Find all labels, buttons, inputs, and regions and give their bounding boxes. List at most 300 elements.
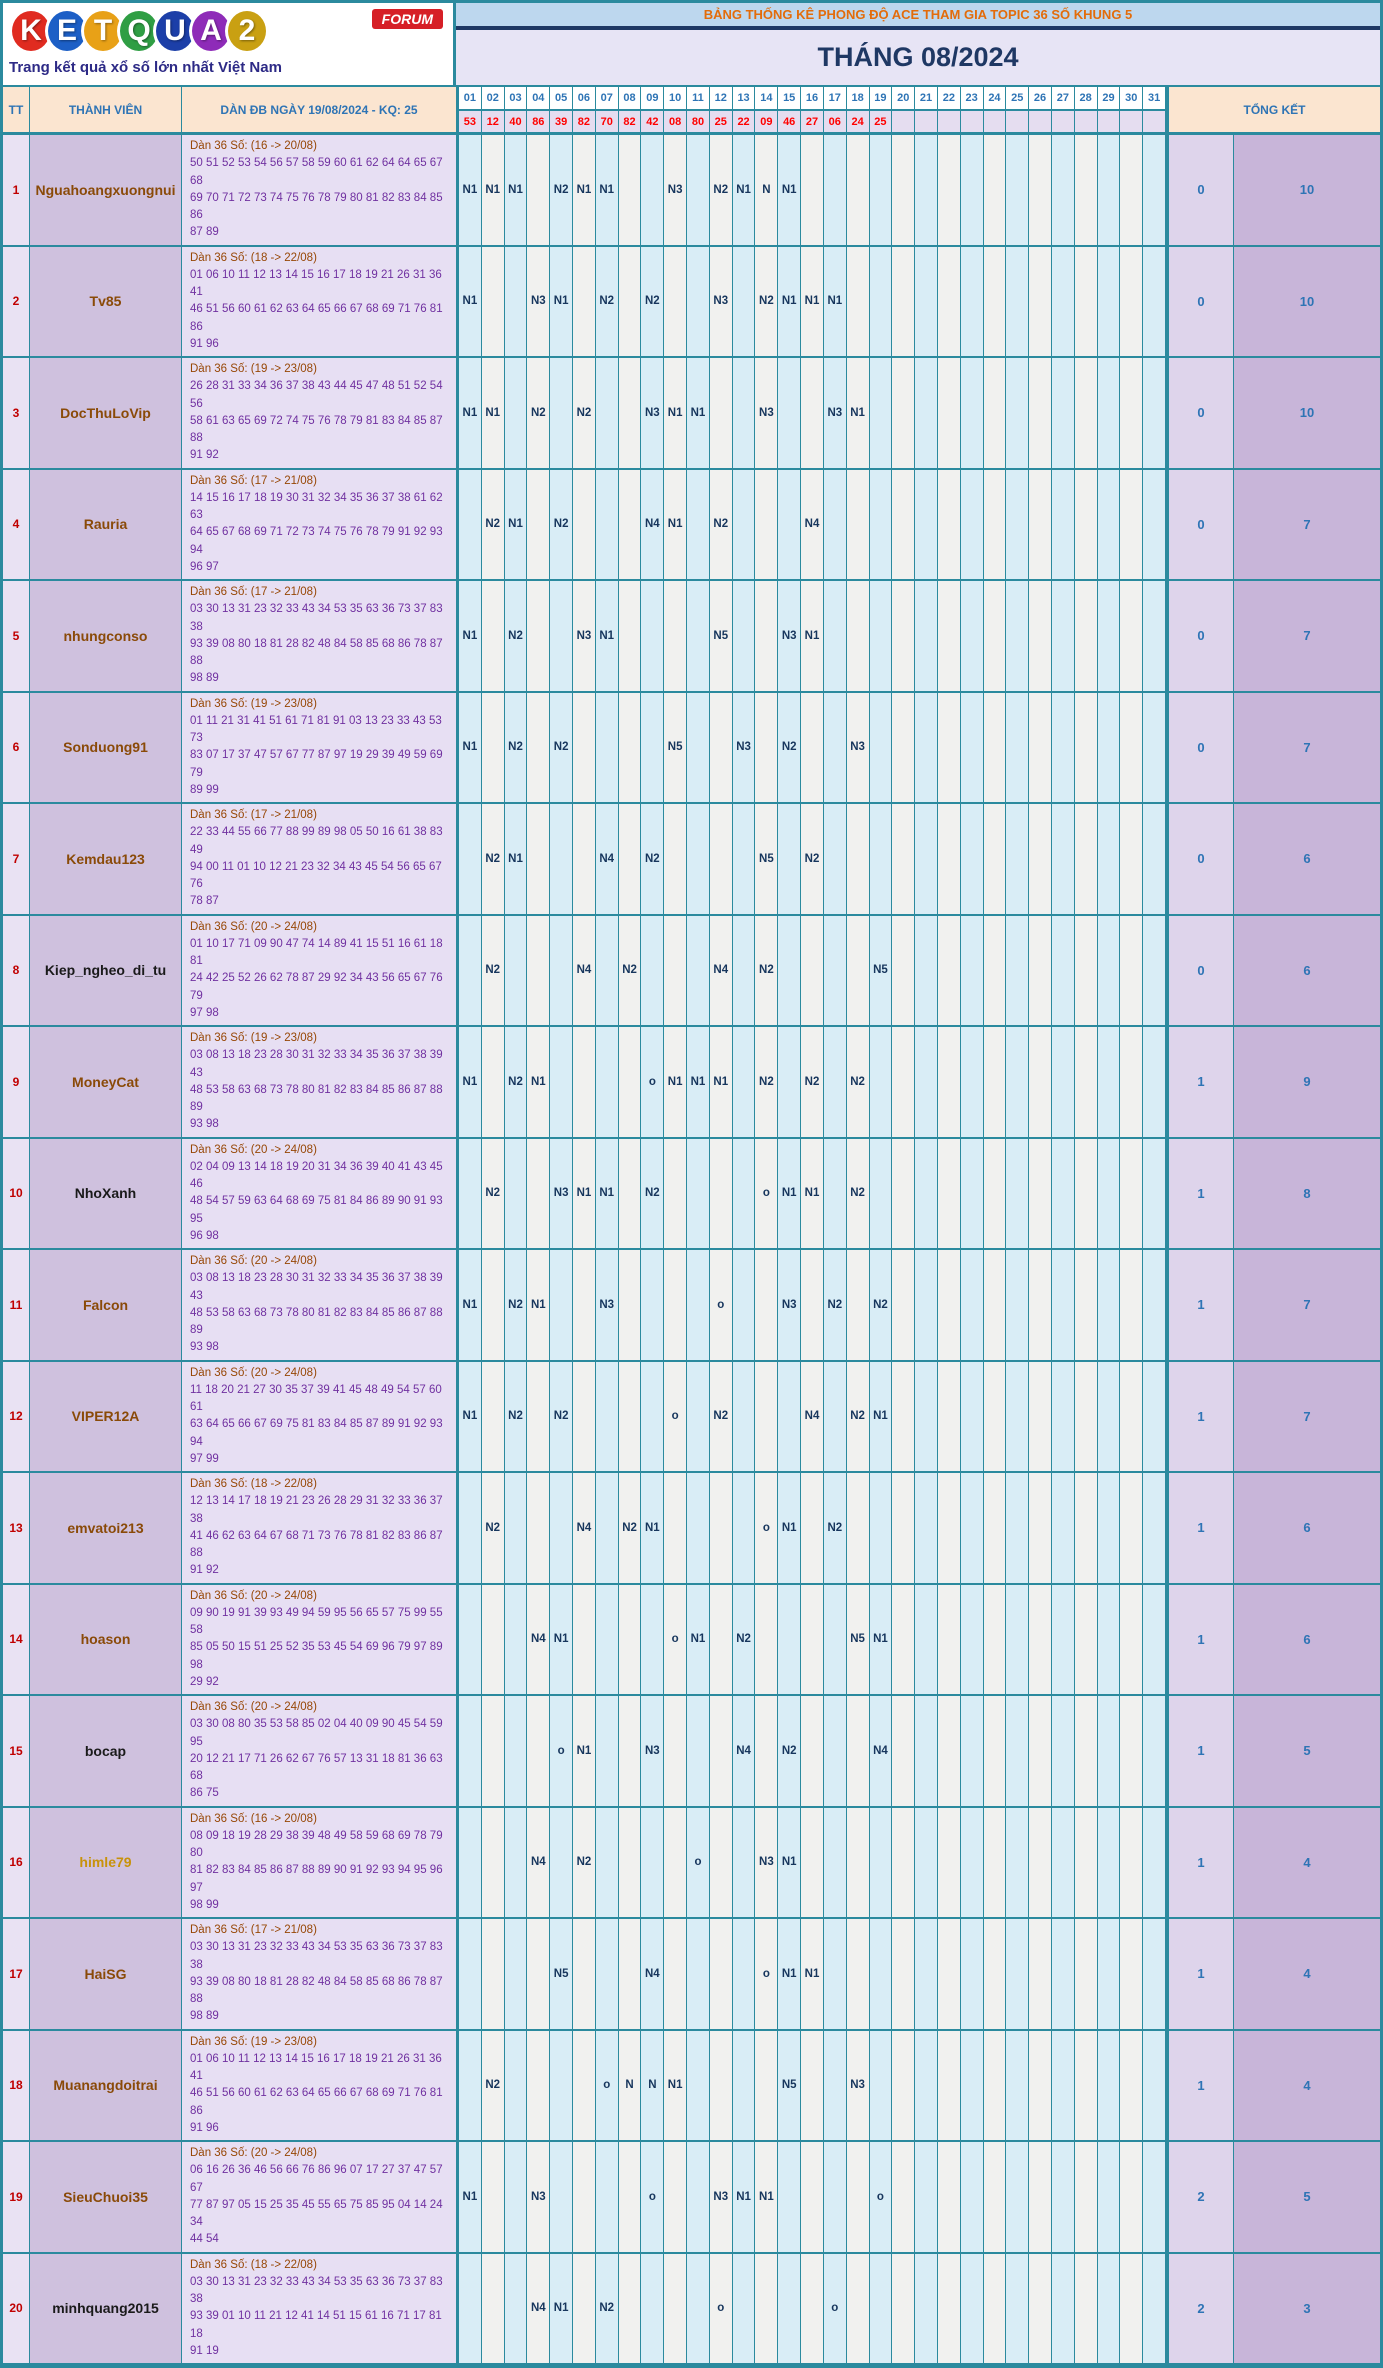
day-mark-cell xyxy=(778,916,801,1026)
day-mark-cell xyxy=(664,916,687,1026)
day-header: 08 xyxy=(619,87,642,111)
day-mark-cell xyxy=(1120,2142,1143,2252)
dan-label: Dàn 36 Số: (17 -> 21/08) xyxy=(190,809,317,821)
member-name: MoneyCat xyxy=(30,1027,182,1137)
day-mark-cell xyxy=(1029,1919,1052,2029)
day-mark-cell xyxy=(550,2031,573,2141)
day-mark-cell xyxy=(961,2254,984,2364)
day-mark-cell xyxy=(1006,804,1029,914)
day-mark-cell xyxy=(915,358,938,468)
total-n-cell: 7 xyxy=(1234,1362,1380,1472)
day-mark-cell xyxy=(710,1585,733,1695)
member-name: Nguahoangxuongnui xyxy=(30,135,182,245)
day-mark-cell: N4 xyxy=(573,916,596,1026)
dan-label: Dàn 36 Số: (19 -> 23/08) xyxy=(190,697,317,710)
total-n-cell: 5 xyxy=(1234,1696,1380,1806)
day-mark-cell xyxy=(801,2142,824,2252)
day-mark-cell: N1 xyxy=(527,1250,550,1360)
day-mark-cell xyxy=(641,693,664,803)
day-mark-cell: N2 xyxy=(596,247,619,357)
day-mark-cell xyxy=(984,1027,1007,1137)
table-row xyxy=(3,470,1380,582)
total-o-cell: 1 xyxy=(1166,1696,1234,1806)
day-mark-cell: N4 xyxy=(573,1473,596,1583)
day-mark-cell: N1 xyxy=(778,1808,801,1918)
total-o-cell: 1 xyxy=(1166,1250,1234,1360)
day-mark-cell xyxy=(1052,2254,1075,2364)
day-mark-cell xyxy=(619,693,642,803)
day-mark-cell xyxy=(573,247,596,357)
day-mark-cell: N1 xyxy=(596,135,619,245)
total-o-cell: 1 xyxy=(1166,1808,1234,1918)
logo-letter: 2 xyxy=(225,8,269,54)
day-mark-cell xyxy=(961,1585,984,1695)
day-mark-cell xyxy=(733,358,756,468)
day-header: 18 xyxy=(847,87,870,111)
day-mark-cell xyxy=(915,693,938,803)
member-name: DocThuLoVip xyxy=(30,358,182,468)
day-mark-cell: N4 xyxy=(641,1919,664,2029)
dan-numbers-line: 06 16 26 36 46 56 66 76 86 96 07 17 27 37 47 57 67 xyxy=(190,2164,443,2194)
day-mark-cell xyxy=(1006,1473,1029,1583)
day-mark-cell xyxy=(1143,1585,1166,1695)
day-mark-cell xyxy=(824,804,847,914)
dan-numbers-line: 98 89 xyxy=(190,2010,219,2023)
day-mark-cell xyxy=(1052,358,1075,468)
day-mark-cell xyxy=(1098,358,1121,468)
member-name: VIPER12A xyxy=(30,1362,182,1472)
day-mark-cell xyxy=(687,2031,710,2141)
day-mark-cell xyxy=(938,581,961,691)
table-row xyxy=(3,1250,1380,1362)
day-mark-cell: N2 xyxy=(801,1027,824,1137)
day-mark-cell xyxy=(870,1919,893,2029)
day-mark-cell xyxy=(687,1250,710,1360)
kq-result-cell: 25 xyxy=(870,111,893,132)
day-mark-cell xyxy=(596,2142,619,2252)
day-mark-cell xyxy=(619,358,642,468)
day-mark-cell: N1 xyxy=(459,2142,482,2252)
dan-numbers-line: 29 92 xyxy=(190,1675,219,1688)
tt-cell: 16 xyxy=(3,1808,30,1918)
day-mark-cell xyxy=(961,470,984,580)
day-mark-cell xyxy=(482,247,505,357)
day-mark-cell xyxy=(1052,2142,1075,2252)
tt-cell: 4 xyxy=(3,470,30,580)
day-mark-cell xyxy=(710,358,733,468)
day-mark-cell: N1 xyxy=(687,1585,710,1695)
dan-numbers-line: 24 42 25 52 26 62 78 87 29 92 34 43 56 65 67 76 79 xyxy=(190,972,443,1002)
day-mark-cell xyxy=(824,2142,847,2252)
day-mark-cell xyxy=(892,2031,915,2141)
day-mark-cell: N1 xyxy=(801,247,824,357)
day-mark-cell: N2 xyxy=(482,1473,505,1583)
day-mark-cell xyxy=(550,1808,573,1918)
day-mark-cell xyxy=(1098,1696,1121,1806)
day-mark-cell xyxy=(938,804,961,914)
day-header: 15 xyxy=(778,87,801,111)
table-row xyxy=(3,1473,1380,1585)
day-mark-cell xyxy=(1075,2254,1098,2364)
dan-numbers-line: 22 33 44 55 66 77 88 99 89 98 05 50 16 61 38 83 49 xyxy=(190,826,443,856)
dan-numbers-line: 46 51 56 60 61 62 63 64 65 66 67 68 69 71 76 81 86 xyxy=(190,303,443,333)
day-mark-cell xyxy=(938,1919,961,2029)
day-mark-cell: N1 xyxy=(459,358,482,468)
day-mark-cell: N2 xyxy=(847,1027,870,1137)
kq-result-cell xyxy=(1120,111,1143,132)
day-mark-cell xyxy=(733,916,756,1026)
day-mark-cell: N4 xyxy=(527,1585,550,1695)
day-mark-cell xyxy=(1075,2031,1098,2141)
dan-label: Dàn 36 Số: (19 -> 23/08) xyxy=(190,2035,317,2048)
day-mark-cell xyxy=(664,581,687,691)
day-mark-cell: N2 xyxy=(755,247,778,357)
total-n-cell: 10 xyxy=(1234,247,1380,357)
day-mark-cell: N1 xyxy=(801,1139,824,1249)
day-header: 03 xyxy=(505,87,528,111)
table-row xyxy=(3,2031,1380,2143)
day-mark-cell xyxy=(527,1362,550,1472)
day-mark-cell xyxy=(573,804,596,914)
day-mark-cell xyxy=(915,1362,938,1472)
day-mark-cell xyxy=(984,358,1007,468)
day-mark-cell xyxy=(1075,358,1098,468)
day-mark-cell xyxy=(801,135,824,245)
kq-result-cell: 82 xyxy=(619,111,642,132)
day-mark-cell xyxy=(1120,1139,1143,1249)
table-row xyxy=(3,1585,1380,1697)
day-mark-cell xyxy=(1029,358,1052,468)
day-mark-cell xyxy=(1006,581,1029,691)
dan-numbers-line: 58 61 63 65 69 72 74 75 76 78 79 81 83 84 85 87 88 xyxy=(190,414,443,444)
day-mark-cell xyxy=(733,1250,756,1360)
day-mark-cell: o xyxy=(641,1027,664,1137)
day-mark-cell xyxy=(892,693,915,803)
day-mark-cell: N5 xyxy=(664,693,687,803)
kq-result-cell xyxy=(961,111,984,132)
day-mark-cell xyxy=(1098,2142,1121,2252)
day-mark-cell xyxy=(619,804,642,914)
day-mark-cell xyxy=(505,247,528,357)
day-mark-cell xyxy=(573,2142,596,2252)
day-mark-cell xyxy=(961,1808,984,1918)
day-mark-cell xyxy=(847,916,870,1026)
total-o-cell: 0 xyxy=(1166,135,1234,245)
day-mark-cell xyxy=(687,1919,710,2029)
day-mark-cell xyxy=(550,1473,573,1583)
day-mark-cell xyxy=(961,1139,984,1249)
day-mark-cell xyxy=(870,1027,893,1137)
day-mark-cell xyxy=(1029,1585,1052,1695)
day-mark-cell xyxy=(482,1808,505,1918)
day-mark-cell xyxy=(984,916,1007,1026)
tt-cell: 9 xyxy=(3,1027,30,1137)
day-mark-cell xyxy=(915,2142,938,2252)
member-name: HaiSG xyxy=(30,1919,182,2029)
day-mark-cell xyxy=(755,693,778,803)
day-header: 19 xyxy=(870,87,893,111)
day-mark-cell xyxy=(801,1250,824,1360)
member-name: minhquang2015 xyxy=(30,2254,182,2364)
day-mark-cell xyxy=(870,247,893,357)
day-mark-cell: N3 xyxy=(733,693,756,803)
day-mark-cell: N1 xyxy=(847,358,870,468)
day-mark-cell xyxy=(482,1362,505,1472)
day-mark-cell xyxy=(847,2254,870,2364)
day-header: 21 xyxy=(915,87,938,111)
kq-result-cell xyxy=(915,111,938,132)
day-mark-cell xyxy=(824,470,847,580)
day-mark-cell xyxy=(870,470,893,580)
day-header: 10 xyxy=(664,87,687,111)
member-name: hoason xyxy=(30,1585,182,1695)
day-mark-cell xyxy=(1120,358,1143,468)
day-mark-cell xyxy=(482,693,505,803)
day-mark-cell: N xyxy=(619,2031,642,2141)
day-mark-cell: N3 xyxy=(641,358,664,468)
logo-letter: A xyxy=(189,8,233,54)
kq-result-cell xyxy=(1075,111,1098,132)
dan-numbers-line: 78 87 xyxy=(190,895,219,908)
day-mark-cell: N3 xyxy=(573,581,596,691)
dan-numbers-line: 44 54 xyxy=(190,2233,219,2246)
total-n-cell: 7 xyxy=(1234,693,1380,803)
day-mark-cell xyxy=(710,1808,733,1918)
day-mark-cell xyxy=(984,1362,1007,1472)
table-row xyxy=(3,693,1380,805)
day-header: 07 xyxy=(596,87,619,111)
day-mark-cell xyxy=(1098,247,1121,357)
day-mark-cell xyxy=(482,1585,505,1695)
day-mark-cell xyxy=(824,135,847,245)
day-mark-cell xyxy=(1120,1919,1143,2029)
day-mark-cell: N4 xyxy=(733,1696,756,1806)
day-mark-cell xyxy=(870,135,893,245)
day-mark-cell xyxy=(710,1473,733,1583)
day-header: 04 xyxy=(527,87,550,111)
day-mark-cell: o xyxy=(755,1139,778,1249)
day-mark-cell xyxy=(505,1696,528,1806)
day-mark-cell: N1 xyxy=(573,1139,596,1249)
day-mark-cell xyxy=(1052,1473,1075,1583)
day-mark-cell xyxy=(892,1919,915,2029)
day-mark-cell xyxy=(687,2142,710,2252)
day-mark-cell xyxy=(619,135,642,245)
day-mark-cell: N5 xyxy=(755,804,778,914)
day-mark-cell: N1 xyxy=(459,1250,482,1360)
dan-numbers-line: 48 53 58 63 68 73 78 80 81 82 83 84 85 86 87 88 89 xyxy=(190,1083,443,1113)
day-mark-cell xyxy=(1075,247,1098,357)
tt-cell: 5 xyxy=(3,581,30,691)
day-mark-cell xyxy=(550,2142,573,2252)
day-mark-cell: N1 xyxy=(459,135,482,245)
day-mark-cell xyxy=(961,135,984,245)
day-mark-cell xyxy=(1029,470,1052,580)
day-mark-cell xyxy=(961,358,984,468)
dan-numbers-line: 63 64 65 66 67 69 75 81 83 84 85 87 89 91 92 93 94 xyxy=(190,1418,443,1448)
day-mark-cell xyxy=(527,804,550,914)
day-mark-cell: N2 xyxy=(550,135,573,245)
dan-numbers-line: 03 08 13 18 23 28 30 31 32 33 34 35 36 37 38 39 43 xyxy=(190,1272,443,1302)
total-o-cell: 1 xyxy=(1166,2031,1234,2141)
day-mark-cell xyxy=(915,804,938,914)
day-mark-cell: N4 xyxy=(870,1696,893,1806)
day-mark-cell: N1 xyxy=(459,1027,482,1137)
day-mark-cell xyxy=(755,1696,778,1806)
day-mark-cell xyxy=(527,470,550,580)
day-mark-cell xyxy=(824,693,847,803)
day-mark-cell xyxy=(733,470,756,580)
masthead xyxy=(3,3,1380,87)
day-mark-cell: N1 xyxy=(687,1027,710,1137)
dan-numbers-line: 20 12 21 17 71 26 62 67 76 57 13 31 18 81 36 63 68 xyxy=(190,1752,443,1782)
kq-result-cell: 22 xyxy=(733,111,756,132)
day-mark-cell xyxy=(915,470,938,580)
table-row xyxy=(3,1027,1380,1139)
dan-numbers-line: 03 30 08 80 35 53 58 85 02 04 40 09 90 45 54 59 95 xyxy=(190,1718,443,1748)
dan-numbers-line: 03 30 13 31 23 32 33 43 34 53 35 63 36 73 37 83 38 xyxy=(190,603,443,633)
forum-badge: FORUM xyxy=(372,9,443,29)
day-mark-cell xyxy=(482,2142,505,2252)
day-mark-cell xyxy=(1006,1919,1029,2029)
day-mark-cell xyxy=(664,1473,687,1583)
day-mark-cell: N3 xyxy=(710,247,733,357)
day-mark-cell xyxy=(824,1696,847,1806)
day-mark-cell xyxy=(733,1362,756,1472)
day-mark-cell xyxy=(961,1027,984,1137)
day-mark-cell xyxy=(1143,247,1166,357)
day-mark-cell: N3 xyxy=(641,1696,664,1806)
day-mark-cell xyxy=(710,693,733,803)
day-mark-cell xyxy=(801,1473,824,1583)
day-mark-cell: N2 xyxy=(824,1250,847,1360)
day-mark-cell xyxy=(1006,1696,1029,1806)
day-mark-cell xyxy=(505,2254,528,2364)
day-mark-cell xyxy=(801,1696,824,1806)
day-mark-cell xyxy=(710,1919,733,2029)
col-header-tt: TT xyxy=(3,87,30,132)
day-mark-cell xyxy=(847,1919,870,2029)
day-mark-cell xyxy=(1098,916,1121,1026)
day-mark-cell: N2 xyxy=(801,804,824,914)
table-row xyxy=(3,1919,1380,2031)
day-mark-cell xyxy=(1029,1473,1052,1583)
day-header: 31 xyxy=(1143,87,1166,111)
day-mark-cell xyxy=(1120,247,1143,357)
day-mark-cell xyxy=(687,693,710,803)
day-mark-cell xyxy=(870,1808,893,1918)
day-mark-cell xyxy=(801,2254,824,2364)
total-n-cell: 7 xyxy=(1234,1250,1380,1360)
dan-label: Dàn 36 Số: (17 -> 21/08) xyxy=(190,474,317,487)
day-header: 16 xyxy=(801,87,824,111)
day-mark-cell xyxy=(1006,2254,1029,2364)
dan-numbers-line: 50 51 52 53 54 56 57 58 59 60 61 62 64 64 65 67 68 xyxy=(190,157,443,187)
day-mark-cell xyxy=(1098,2254,1121,2364)
day-mark-cell xyxy=(961,2031,984,2141)
day-mark-cell xyxy=(1075,1696,1098,1806)
day-mark-cell: N1 xyxy=(482,358,505,468)
logo-letter: Q xyxy=(117,8,161,54)
day-mark-cell xyxy=(664,1808,687,1918)
day-mark-cell xyxy=(550,804,573,914)
dan-cell xyxy=(182,358,459,468)
day-mark-cell: N2 xyxy=(550,470,573,580)
day-mark-cell xyxy=(892,1696,915,1806)
day-mark-cell: N3 xyxy=(596,1250,619,1360)
day-mark-cell: o xyxy=(755,1473,778,1583)
day-mark-cell xyxy=(847,804,870,914)
day-mark-cell: N2 xyxy=(778,1696,801,1806)
dan-numbers-line: 01 10 17 71 09 90 47 74 14 89 41 15 51 16 61 18 81 xyxy=(190,937,443,967)
dan-numbers-line: 02 04 09 13 14 18 19 20 31 34 36 39 40 41 43 45 46 xyxy=(190,1160,443,1190)
dan-cell xyxy=(182,1250,459,1360)
day-mark-cell xyxy=(961,581,984,691)
total-o-cell: 2 xyxy=(1166,2142,1234,2252)
dan-cell xyxy=(182,1919,459,2029)
day-mark-cell xyxy=(527,1919,550,2029)
day-mark-cell xyxy=(664,2142,687,2252)
day-mark-cell: N1 xyxy=(778,1473,801,1583)
day-mark-cell xyxy=(505,2031,528,2141)
day-mark-cell xyxy=(755,1362,778,1472)
day-mark-cell: N2 xyxy=(505,1362,528,1472)
table-body xyxy=(3,135,1380,2365)
day-mark-cell xyxy=(596,1696,619,1806)
day-mark-cell xyxy=(1120,581,1143,691)
day-mark-cell: N2 xyxy=(505,1250,528,1360)
day-mark-cell xyxy=(1098,135,1121,245)
day-mark-cell xyxy=(459,2031,482,2141)
day-mark-cell: N3 xyxy=(847,2031,870,2141)
day-mark-cell xyxy=(1120,135,1143,245)
day-mark-cell xyxy=(619,247,642,357)
day-mark-cell xyxy=(1006,1250,1029,1360)
day-mark-cell xyxy=(801,358,824,468)
day-mark-cell xyxy=(984,1473,1007,1583)
logo-letter: U xyxy=(153,8,197,54)
dan-numbers-line: 93 98 xyxy=(190,1118,219,1131)
day-mark-cell xyxy=(1098,804,1121,914)
kq-result-cell: 86 xyxy=(527,111,550,132)
day-mark-cell: N2 xyxy=(482,470,505,580)
day-mark-cell xyxy=(938,358,961,468)
dan-numbers-line: 98 89 xyxy=(190,672,219,685)
day-mark-cell xyxy=(1098,693,1121,803)
dan-numbers-line: 89 99 xyxy=(190,783,219,796)
table-row xyxy=(3,2142,1380,2254)
day-mark-cell xyxy=(1098,1362,1121,1472)
day-mark-cell xyxy=(459,804,482,914)
day-mark-cell: o xyxy=(664,1585,687,1695)
kq-result-cell: 27 xyxy=(801,111,824,132)
day-mark-cell: N xyxy=(641,2031,664,2141)
dan-numbers-line: 09 90 19 91 39 93 49 94 59 95 56 65 57 75 99 55 58 xyxy=(190,1606,443,1636)
day-mark-cell xyxy=(915,135,938,245)
day-mark-cell xyxy=(596,1362,619,1472)
dan-cell xyxy=(182,1362,459,1472)
day-mark-cell xyxy=(1120,1696,1143,1806)
day-mark-cell: N2 xyxy=(505,581,528,691)
table-row xyxy=(3,1808,1380,1920)
day-mark-cell xyxy=(459,1139,482,1249)
day-header: 14 xyxy=(755,87,778,111)
day-mark-cell xyxy=(778,1027,801,1137)
day-mark-cell xyxy=(778,1362,801,1472)
dan-cell xyxy=(182,2142,459,2252)
day-mark-cell xyxy=(596,358,619,468)
dan-cell xyxy=(182,693,459,803)
